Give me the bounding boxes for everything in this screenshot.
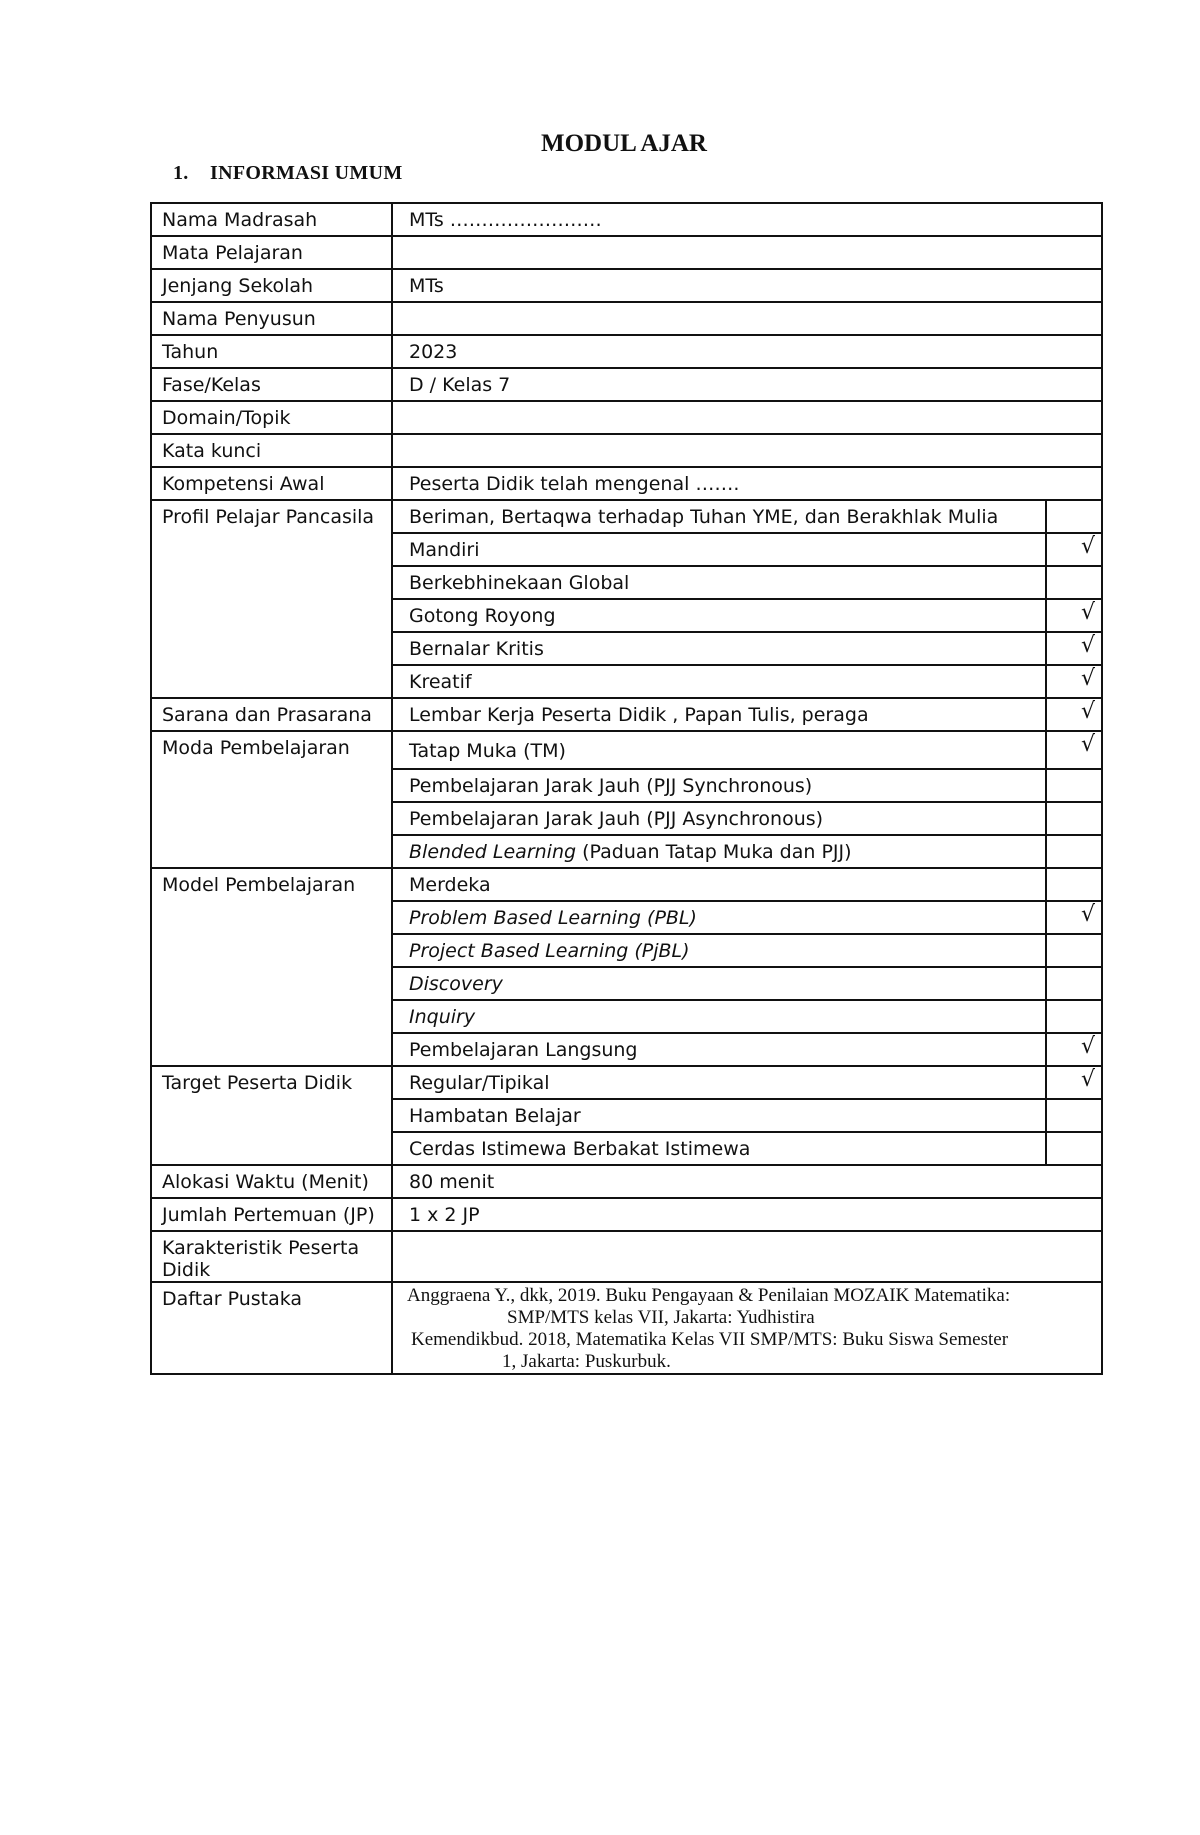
option-text: Mandiri [392, 533, 1046, 566]
option-text: Problem Based Learning (PBL) [392, 901, 1046, 934]
row-label: Kata kunci [151, 434, 392, 467]
table-row [151, 1282, 1102, 1374]
option-text: Bernalar Kritis [392, 632, 1046, 665]
check-cell [1046, 1066, 1102, 1099]
reference-item: Anggraena Y., dkk, 2019. Buku Pengayaan & Penilaian MOZAIK Matematika: [407, 1285, 1011, 1306]
row-value: D / Kelas 7 [392, 368, 1102, 401]
table-row [151, 467, 1102, 500]
check-cell [1046, 967, 1102, 1000]
option-text [392, 835, 1046, 868]
check-cell [1046, 868, 1102, 901]
row-label: Nama Penyusun [151, 302, 392, 335]
table-row [151, 1165, 1102, 1198]
row-label: Fase/Kelas [151, 368, 392, 401]
check-mark-icon: √ [1080, 1034, 1096, 1059]
table-row [151, 698, 1102, 731]
option-text: Tatap Muka (TM) [392, 731, 1046, 769]
row-label: Karakteristik Peserta Didik [151, 1231, 392, 1282]
row-label: Jenjang Sekolah [151, 269, 392, 302]
check-cell [1046, 632, 1102, 665]
check-mark-icon: √ [1080, 534, 1096, 559]
row-label: Kompetensi Awal [151, 467, 392, 500]
option-text: Pembelajaran Jarak Jauh (PJJ Synchronous) [392, 769, 1046, 802]
table-row [151, 335, 1102, 368]
row-value: Peserta Didik telah mengenal ……. [392, 467, 1102, 500]
table-row [151, 731, 1102, 769]
check-cell [1046, 665, 1102, 698]
row-label: Alokasi Waktu (Menit) [151, 1165, 392, 1198]
row-value [392, 434, 1102, 467]
row-label: Moda Pembelajaran [151, 731, 392, 868]
option-text: Hambatan Belajar [392, 1099, 1046, 1132]
row-value: 1 x 2 JP [392, 1198, 1102, 1231]
reference-item: Kemendikbud. 2018, Matematika Kelas VII SMP/MTS: Buku Siswa Semester [411, 1329, 1009, 1350]
check-mark-icon: √ [1080, 699, 1096, 724]
row-label: Target Peserta Didik [151, 1066, 392, 1165]
table-row [151, 302, 1102, 335]
option-text: Discovery [392, 967, 1046, 1000]
option-text: Pembelajaran Langsung [392, 1033, 1046, 1066]
row-value [392, 1231, 1102, 1282]
table-row [151, 500, 1102, 533]
row-value: 2023 [392, 335, 1102, 368]
check-mark-icon: √ [1080, 732, 1096, 757]
check-cell [1046, 769, 1102, 802]
row-label: Domain/Topik [151, 401, 392, 434]
check-cell [1046, 698, 1102, 731]
table-row [151, 203, 1102, 236]
row-value: 80 menit [392, 1165, 1102, 1198]
check-cell [1046, 566, 1102, 599]
check-mark-icon: √ [1080, 600, 1096, 625]
table-row [151, 1066, 1102, 1099]
row-label: Daftar Pustaka [151, 1282, 392, 1374]
row-label: Sarana dan Prasarana [151, 698, 392, 731]
section-heading [173, 162, 403, 185]
section-label: INFORMASI UMUM [210, 162, 403, 184]
row-value [392, 401, 1102, 434]
check-cell [1046, 1033, 1102, 1066]
option-text: Project Based Learning (PjBL) [392, 934, 1046, 967]
check-cell [1046, 835, 1102, 868]
option-text: Pembelajaran Jarak Jauh (PJJ Asynchronous) [392, 802, 1046, 835]
check-cell [1046, 934, 1102, 967]
table-row [151, 1231, 1102, 1282]
option-text: Beriman, Bertaqwa terhadap Tuhan YME, dan Berakhlak Mulia [392, 500, 1046, 533]
row-value [392, 236, 1102, 269]
option-text: Lembar Kerja Peserta Didik , Papan Tulis, peraga [392, 698, 1046, 731]
row-label: Profil Pelajar Pancasila [151, 500, 392, 698]
option-text: Berkebhinekaan Global [392, 566, 1046, 599]
check-cell [1046, 599, 1102, 632]
table-row [151, 368, 1102, 401]
check-cell [1046, 731, 1102, 769]
check-mark-icon: √ [1080, 1067, 1096, 1092]
check-cell [1046, 533, 1102, 566]
informasi-umum-table [150, 202, 1103, 1375]
check-mark-icon: √ [1080, 633, 1096, 658]
table-row [151, 434, 1102, 467]
option-text-rest: (Paduan Tatap Muka dan PJJ) [576, 841, 852, 863]
option-text: Merdeka [392, 868, 1046, 901]
check-cell [1046, 1000, 1102, 1033]
row-value: MTs [392, 269, 1102, 302]
check-cell [1046, 1132, 1102, 1165]
row-label: Jumlah Pertemuan (JP) [151, 1198, 392, 1231]
table-row [151, 236, 1102, 269]
table-row [151, 1198, 1102, 1231]
option-text: Inquiry [392, 1000, 1046, 1033]
reference-list [392, 1282, 1102, 1374]
option-text: Regular/Tipikal [392, 1066, 1046, 1099]
section-number: 1. [173, 162, 189, 184]
row-value: MTs …………………… [392, 203, 1102, 236]
reference-item-continued: SMP/MTS kelas VII, Jakarta: Yudhistira [507, 1307, 815, 1328]
row-label: Mata Pelajaran [151, 236, 392, 269]
option-text-italic: Blended Learning [409, 841, 577, 863]
reference-item-continued: 1, Jakarta: Puskurbuk. [502, 1351, 671, 1372]
row-label: Model Pembelajaran [151, 868, 392, 1066]
row-value [392, 302, 1102, 335]
check-mark-icon: √ [1080, 666, 1096, 691]
check-cell [1046, 802, 1102, 835]
row-label: Nama Madrasah [151, 203, 392, 236]
check-mark-icon: √ [1080, 902, 1096, 927]
option-text: Cerdas Istimewa Berbakat Istimewa [392, 1132, 1046, 1165]
check-cell [1046, 500, 1102, 533]
table-row [151, 401, 1102, 434]
table-row [151, 269, 1102, 302]
option-text: Gotong Royong [392, 599, 1046, 632]
check-cell [1046, 901, 1102, 934]
check-cell [1046, 1099, 1102, 1132]
row-label: Tahun [151, 335, 392, 368]
table-row [151, 868, 1102, 901]
page-title: MODUL AJAR [541, 130, 707, 157]
option-text: Kreatif [392, 665, 1046, 698]
